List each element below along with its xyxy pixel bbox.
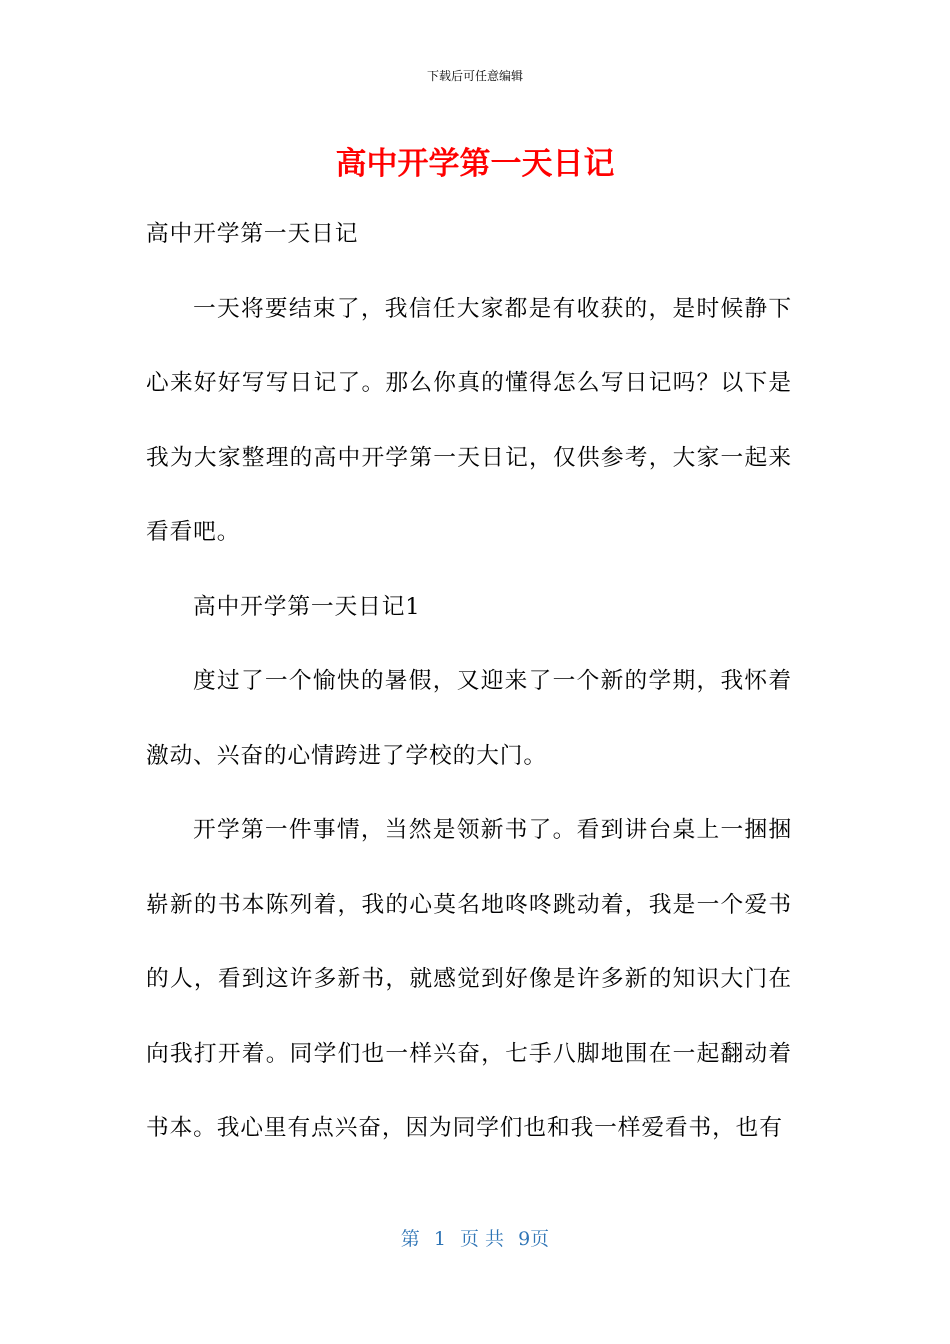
page-total: 9页 xyxy=(518,1228,550,1250)
page-prefix: 第 xyxy=(400,1228,420,1250)
header-note: 下载后可任意编辑 xyxy=(426,69,523,83)
page-mid: 页 共 xyxy=(460,1228,505,1250)
body-paragraph: 度过了一个愉快的暑假，又迎来了一个新的学期，我怀着激动、兴奋的心情跨进了学校的大门。 xyxy=(146,668,792,769)
document-title: 高中开学第一天日记 xyxy=(335,146,615,182)
document-body xyxy=(146,197,792,1166)
intro-paragraph: 一天将要结束了，我信任大家都是有收获的，是时候静下心来好好写写日记了。那么你真的懂得怎么写日记吗？以下是我为大家整理的高中开学第一天日记，仅供参考，大家一起来看看吧。 xyxy=(146,295,792,545)
section-heading: 高中开学第一天日记1 xyxy=(193,593,421,620)
subtitle-paragraph: 高中开学第一天日记 xyxy=(146,221,359,247)
body-paragraph: 开学第一件事情，当然是领新书了。看到讲台桌上一捆捆崭新的书本陈列着，我的心莫名地咚咚跳动着，我是一个爱书的人，看到这许多新书，就感觉到好像是许多新的知识大门在向我打开着。同学们也一样兴奋，七手八脚地围在一起翻动着书本。我心里有点兴奋，因为同学们也和我一样爱看书，也有 xyxy=(146,817,792,1141)
page-current: 1 xyxy=(433,1228,446,1250)
page-number-footer xyxy=(0,1226,950,1252)
